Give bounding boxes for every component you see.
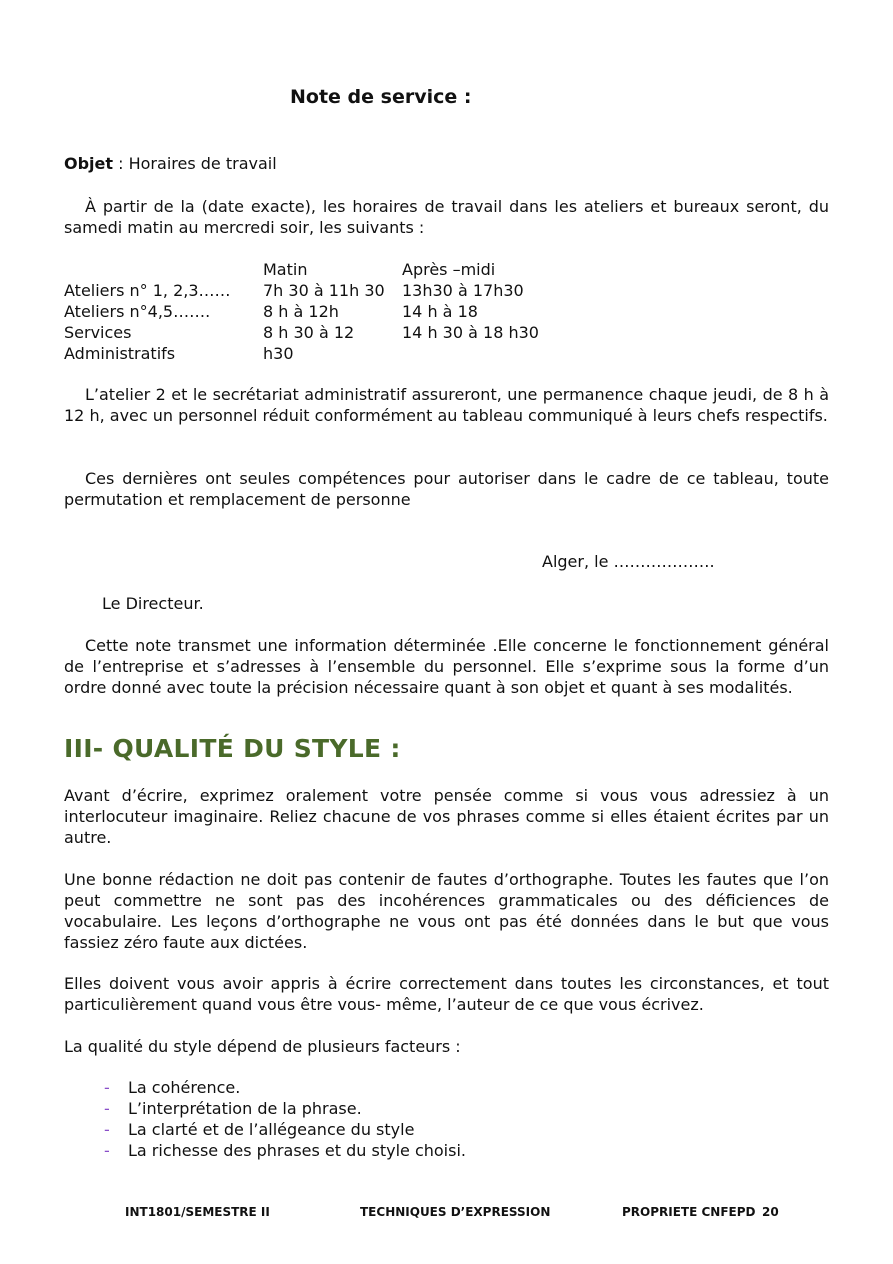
schedule-cell: 13h30 à 17h30 <box>402 281 524 300</box>
bullet-dash: - <box>104 1078 110 1097</box>
schedule-cell: Administratifs <box>64 344 176 363</box>
schedule-header-afternoon: Après –midi <box>402 260 496 279</box>
explanation-paragraph: Cette note transmet une information déterminée .Elle concerne le fonctionnement général de l’entreprise et s’adresses à l’ensemble du personnel. Elle s’exprime sous la forme d’un ordre donné avec toute la précision nécessaire quant à son objet et quant à ses modalités. <box>64 636 829 697</box>
style-paragraph-1: Avant d’écrire, exprimez oralement votre pensée comme si vous vous adressiez à un interlocuteur imaginaire. Reliez chacune de vos phrases comme si elles étaient écrites par un autre. <box>64 786 829 847</box>
signature: Le Directeur. <box>102 594 204 613</box>
bullet-dash: - <box>104 1099 110 1118</box>
schedule-cell: 14 h 30 à 18 h30 <box>402 323 539 342</box>
note-paragraph-competences: Ces dernières ont seules compétences pour autoriser dans le cadre de ce tableau, toute permutation et remplacement de personne <box>64 469 829 509</box>
schedule-cell: h30 <box>263 344 294 363</box>
schedule-header-morning: Matin <box>263 260 308 279</box>
page-number: 20 <box>762 1205 779 1219</box>
note-paragraph-permanence: L’atelier 2 et le secrétariat administratif assureront, une permanence chaque jeudi, de 8 h à 12 h, avec un personnel réduit conformément au tableau communiqué à leurs chefs respectifs. <box>64 385 829 425</box>
objet-line <box>64 154 277 173</box>
schedule-cell: Services <box>64 323 132 342</box>
style-paragraph-4: La qualité du style dépend de plusieurs facteurs : <box>64 1037 461 1056</box>
bullet-dash: - <box>104 1120 110 1139</box>
list-item-text: La cohérence. <box>128 1078 241 1097</box>
schedule-cell: 8 h à 12h <box>263 302 339 321</box>
objet-value: : Horaires de travail <box>113 154 277 173</box>
note-intro: À partir de la (date exacte), les horaires de travail dans les ateliers et bureaux seront, du samedi matin au mercredi soir, les suivants : <box>64 197 829 237</box>
style-paragraph-3: Elles doivent vous avoir appris à écrire correctement dans toutes les circonstances, et tout particulièrement quand vous être vous- même, l’auteur de ce que vous écrivez. <box>64 974 829 1014</box>
footer-course-code: INT1801/SEMESTRE II <box>125 1205 270 1219</box>
list-item <box>104 1140 466 1161</box>
list-item-text: La clarté et de l’allégeance du style <box>128 1120 415 1139</box>
bullet-dash: - <box>104 1141 110 1160</box>
footer-subject: TECHNIQUES D’EXPRESSION <box>360 1205 551 1219</box>
style-paragraph-2: Une bonne rédaction ne doit pas contenir de fautes d’orthographe. Toutes les fautes que l’on peut commettre ne sont pas des incohérences grammaticales ou des déficiences de vocabulaire. Les leçons d’orthographe ne vous ont pas été données dans le but que vous fassiez zéro faute aux dictées. <box>64 870 829 952</box>
section-heading: III- QUALITÉ DU STYLE : <box>64 734 401 763</box>
objet-label: Objet <box>64 154 114 173</box>
schedule-cell: 7h 30 à 11h 30 <box>263 281 385 300</box>
schedule-cell: 14 h à 18 <box>402 302 478 321</box>
list-item-text: La richesse des phrases et du style choisi. <box>128 1141 466 1160</box>
list-item <box>104 1077 466 1098</box>
note-title: Note de service : <box>290 86 472 108</box>
place-date: Alger, le ………………. <box>542 552 715 571</box>
list-item <box>104 1119 466 1140</box>
schedule-cell: Ateliers n°4,5……. <box>64 302 211 321</box>
schedule-cell: 8 h 30 à 12 <box>263 323 355 342</box>
schedule-cell: Ateliers n° 1, 2,3…… <box>64 281 231 300</box>
factor-list <box>104 1077 466 1161</box>
footer-owner: PROPRIETE CNFEPD <box>622 1205 756 1219</box>
list-item <box>104 1098 466 1119</box>
list-item-text: L’interprétation de la phrase. <box>128 1099 362 1118</box>
